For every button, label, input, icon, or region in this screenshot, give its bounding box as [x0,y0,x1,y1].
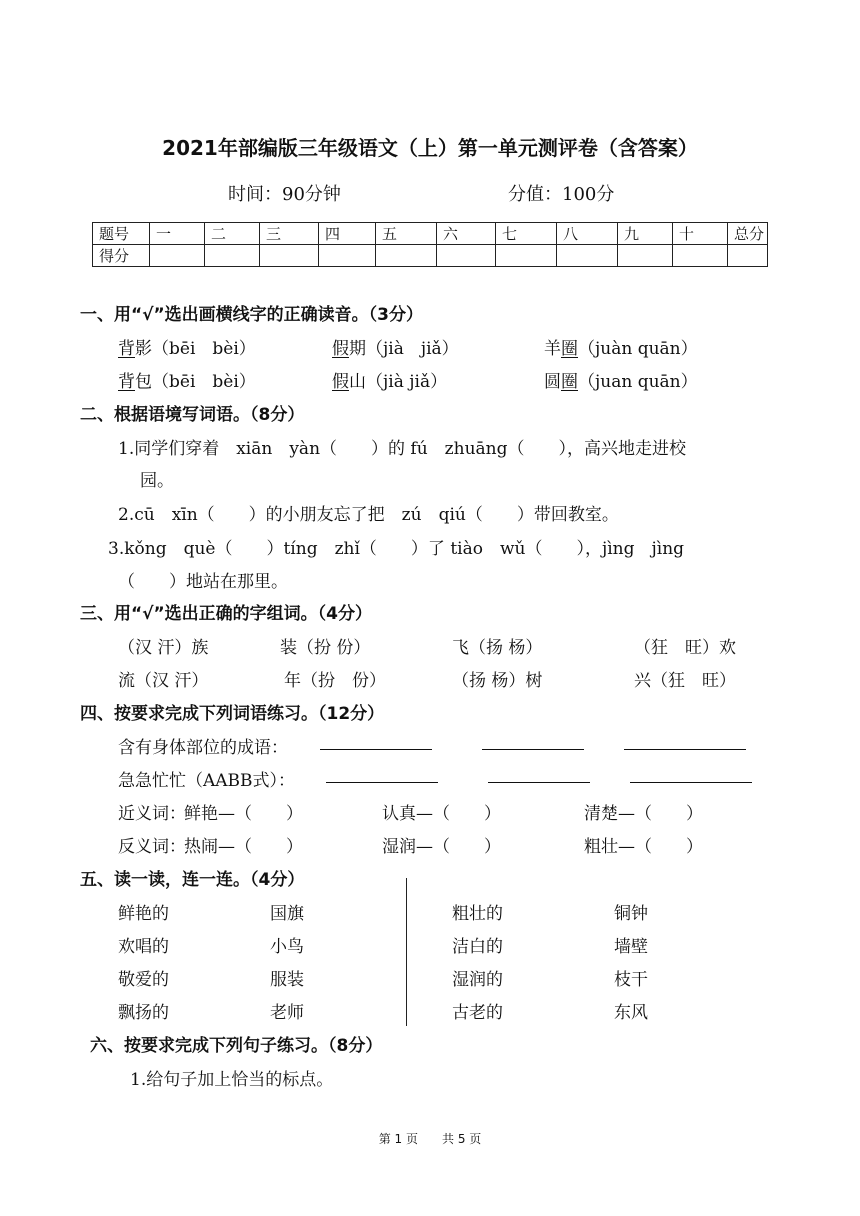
section-4-heading: 四、按要求完成下列词语练习。（12分） [80,704,385,724]
section-5-heading: 五、读一读，连一连。（4分） [80,870,305,890]
score-cell[interactable] [673,245,728,267]
table-cell: 四 [319,223,376,245]
score-cell[interactable] [260,245,319,267]
synonym-item: 清楚—（ ） [584,804,703,824]
question-2-1-line-1: 1.同学们穿着 xiān yàn（ ）的 fú zhuāng（ ），高兴地走进校 [118,439,686,459]
match-left-item: 敬爱的 [118,970,169,990]
word-choice: 装（扮 份） [280,638,371,658]
underlined-char: 圈 [561,339,578,359]
match-left-item: 粗壮的 [452,904,503,924]
divider-line [406,878,407,1026]
table-cell: 三 [260,223,319,245]
page-number: 第 1 页 [378,1132,418,1146]
match-left-item: 湿润的 [452,970,503,990]
match-right-item: 国旗 [270,904,304,924]
antonym-item: 热闹—（ ） [184,837,303,857]
answer-blank[interactable] [630,768,752,783]
table-cell: 总分 [728,223,768,245]
antonym-label: 反义词： [118,837,186,857]
word-choice: 年（扮 份） [284,671,386,691]
underlined-char: 假 [332,372,349,392]
section-2-heading: 二、根据语境写词语。（8分） [80,405,305,425]
score-cell[interactable] [437,245,496,267]
table-cell: 十 [673,223,728,245]
synonym-item: 鲜艳—（ ） [184,804,303,824]
match-left-item: 鲜艳的 [118,904,169,924]
answer-blank[interactable] [326,768,438,783]
antonym-item: 湿润—（ ） [382,837,501,857]
match-right-item: 服装 [270,970,304,990]
question-2-2: 2.cū xīn（ ）的小朋友忘了把 zú qiú（ ）带回教室。 [118,505,619,525]
table-cell: 二 [205,223,260,245]
prefix-char: 羊 [544,339,561,359]
synonym-item: 认真—（ ） [382,804,501,824]
score-cell[interactable] [319,245,376,267]
table-cell: 得分 [93,245,150,267]
underlined-char: 背 [118,339,135,359]
score-cell[interactable] [728,245,768,267]
word-choice: （狂 旺）欢 [634,638,736,658]
match-left-item: 洁白的 [452,937,503,957]
match-left-item: 欢唱的 [118,937,169,957]
match-right-item: 铜钟 [614,904,648,924]
aabb-prompt: 急急忙忙（AABB式）： [118,771,296,791]
pinyin-item [118,367,256,392]
pinyin-item [544,334,698,359]
word-choice: 兴（狂 旺） [634,671,736,691]
antonym-item: 粗壮—（ ） [584,837,703,857]
exam-score: 分值：100分 [508,184,615,205]
match-right-item: 枝干 [614,970,648,990]
table-cell: 题号 [93,223,150,245]
score-cell[interactable] [205,245,260,267]
score-table-score-row [93,245,768,267]
exam-time: 时间：90分钟 [228,184,341,205]
pinyin-options: 期（jià jiǎ） [349,339,459,359]
answer-blank[interactable] [482,735,584,750]
word-choice: 流（汉 汗） [118,671,209,691]
page-title: 2021年部编版三年级语文（上）第一单元测评卷（含答案） [162,136,698,160]
question-2-1-line-2: 园。 [140,471,174,491]
pinyin-options: 影（bēi bèi） [135,339,256,359]
section-1-heading: 一、用“√”选出画横线字的正确读音。（3分） [80,305,424,325]
match-right-item: 小鸟 [270,937,304,957]
table-cell: 一 [150,223,205,245]
table-cell: 五 [376,223,437,245]
underlined-char: 背 [118,372,135,392]
score-table [92,222,768,267]
table-cell: 八 [557,223,618,245]
underlined-char: 圈 [561,372,578,392]
synonym-label: 近义词： [118,804,186,824]
page-footer [0,1130,860,1147]
pinyin-item [118,334,256,359]
table-cell: 七 [496,223,557,245]
match-right-item: 墙壁 [614,937,648,957]
question-2-3-line-2: （ ）地站在那里。 [118,572,288,592]
section-6-heading: 六、按要求完成下列句子练习。（8分） [90,1036,383,1056]
pinyin-options: （juàn quān） [578,339,698,359]
underlined-char: 假 [332,339,349,359]
question-6-1: 1.给句子加上恰当的标点。 [130,1070,334,1090]
answer-blank[interactable] [624,735,746,750]
score-cell[interactable] [496,245,557,267]
score-table-header-row [93,223,768,245]
answer-blank[interactable] [320,735,432,750]
match-left-item: 古老的 [452,1003,503,1023]
question-2-3-line-1: 3.kǒng què（ ）tíng zhǐ（ ）了 tiào wǔ（ ），jìng jìng [108,539,685,559]
word-choice: 飞（扬 杨） [452,638,543,658]
page-total: 共 5 页 [442,1132,482,1146]
idiom-prompt: 含有身体部位的成语： [118,738,288,758]
pinyin-item [332,334,459,359]
answer-blank[interactable] [488,768,590,783]
match-right-item: 东风 [614,1003,648,1023]
score-cell[interactable] [150,245,205,267]
pinyin-item [544,367,698,392]
word-choice: （扬 杨）树 [452,671,543,691]
pinyin-options: 山（jià jiǎ） [349,372,448,392]
pinyin-options: 包（bēi bèi） [135,372,256,392]
section-3-heading: 三、用“√”选出正确的字组词。（4分） [80,604,373,624]
table-cell: 六 [437,223,496,245]
score-cell[interactable] [376,245,437,267]
pinyin-options: （juan quān） [578,372,698,392]
prefix-char: 圆 [544,372,561,392]
word-choice: （汉 汗）族 [118,638,209,658]
score-cell[interactable] [557,245,618,267]
pinyin-item [332,367,447,392]
table-cell: 九 [618,223,673,245]
match-left-item: 飘扬的 [118,1003,169,1023]
match-right-item: 老师 [270,1003,304,1023]
score-cell[interactable] [618,245,673,267]
